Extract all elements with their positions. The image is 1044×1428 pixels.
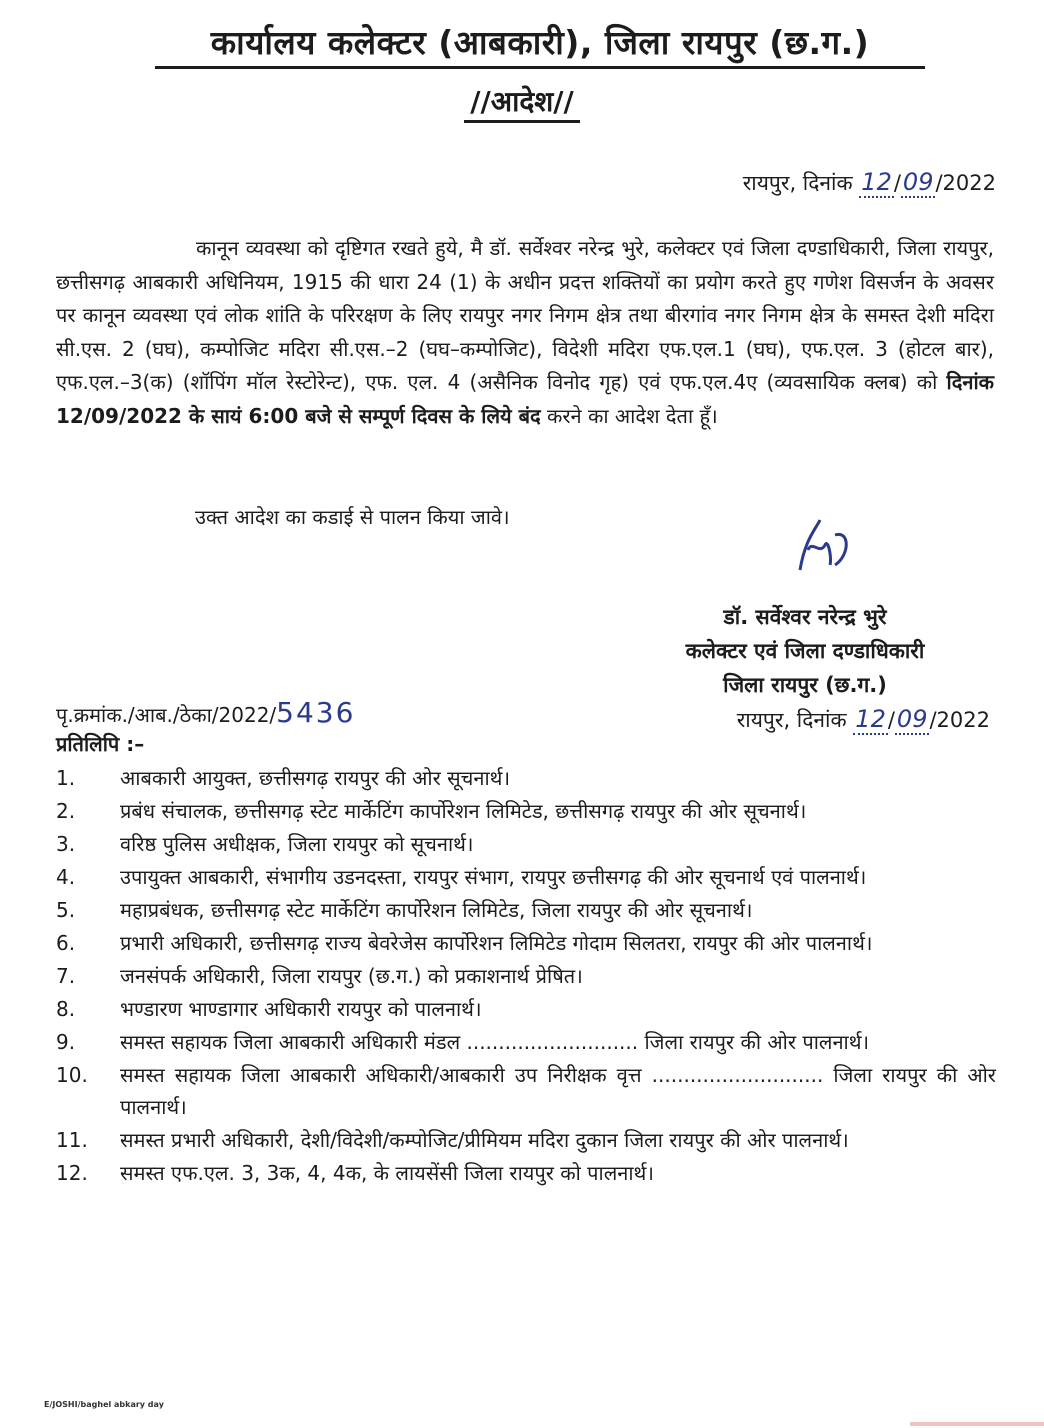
signatory-district: जिला रायपुर (छ.ग.) <box>723 673 887 697</box>
signature-icon <box>780 510 860 590</box>
list-item: 4. उपायुक्त आबकारी, संभागीय उडनदस्ता, रायपुर संभाग, रायपुर छत्तीसगढ़ की ओर सूचनार्थ एवं पालनार्थ। <box>56 865 867 889</box>
signatory-designation: कलेक्टर एवं जिला दण्डाधिकारी <box>685 639 925 663</box>
corner-mark <box>910 1422 1044 1426</box>
list-item: 1. आबकारी आयुक्त, छत्तीसगढ़ रायपुर की ओर सूचनार्थ। <box>56 766 511 790</box>
compliance-line: उक्त आदेश का कडाई से पालन किया जावे। <box>195 505 510 529</box>
closure-directive: दिनांक 12/09/2022 के सायं 6:00 बजे से सम्पूर्ण दिवस के लिये बंद <box>56 370 994 428</box>
file-path-note: E/JOSHI/baghel abkary day <box>44 1400 164 1409</box>
list-item: 10. समस्त सहायक जिला आबकारी अधिकारी/आबकारी उप निरीक्षक वृत्त ........................... जिला रायपुर की ओर पालनार्थ। <box>56 1063 996 1119</box>
order-heading: //आदेश// <box>0 82 1044 120</box>
order-date: रायपुर, दिनांक 12/09/2022 <box>742 168 996 196</box>
list-item: 2. प्रबंध संचालक, छत्तीसगढ़ स्टेट मार्केटिंग कार्पोरेशन लिमिटेड, छत्तीसगढ़ रायपुर की ओर सूचनार्थ। <box>56 799 807 823</box>
copy-to-label: प्रतिलिपि :– <box>56 732 145 756</box>
signature-block <box>620 600 990 737</box>
handwritten-day: 12 <box>861 168 892 196</box>
list-item: 3. वरिष्ठ पुलिस अधीक्षक, जिला रायपुर को सूचनार्थ। <box>56 832 474 856</box>
office-title: कार्यालय कलेक्टर (आबकारी), जिला रायपुर (छ.ग.) <box>155 22 925 69</box>
handwritten-month: 09 <box>902 168 934 196</box>
signatory-name: डॉ. सर्वेश्वर नरेन्द्र भुरे <box>723 605 887 629</box>
copy-to-list <box>56 762 996 1190</box>
list-item: 8. भण्डारण भाण्डागार अधिकारी रायपुर को पालनार्थ। <box>56 997 482 1021</box>
signature-date: रायपुर, दिनांक 12/09/2022 <box>736 705 990 733</box>
list-item: 11. समस्त प्रभारी अधिकारी, देशी/विदेशी/कम्पोजिट/प्रीमियम मदिरा दुकान जिला रायपुर की ओर पालनार्थ। <box>56 1128 849 1152</box>
list-item: 6. प्रभारी अधिकारी, छत्तीसगढ़ राज्य बेवरेजेस कार्पोरेशन लिमिटेड गोदाम सिलतरा, रायपुर की ओर पालनार्थ। <box>56 931 873 955</box>
order-paragraph: कानून व्यवस्था को दृष्टिगत रखते हुये, मै डॉ. सर्वेश्वर नरेन्द्र भुरे, कलेक्टर एवं जिला दण्डाधिकारी, जिला रायपुर, छत्तीसगढ़ आबकारी अधिनियम, 1915 की धारा 24 (1) के अधीन प्रदत्त शक्तियों का प्रयोग करते हुए गणेश विसर्जन के अवसर पर कानून व्यवस्था एवं लोक शांति के परिरक्षण के लिए रायपुर नगर निगम क्षेत्र तथा बीरगांव नगर निगम क्षेत्र के समस्त देशी मदिरा सी.एस. 2 (घघ), कम्पोजिट मदिरा सी.एस.–2 (घघ–कम्पोजिट), विदेशी मदिरा एफ.एल.1 (घघ), एफ.एल. 3 (होटल बार), एफ.एल.–3(क) (शॉपिंग मॉल रेस्टोरेन्ट), एफ. एल. 4 (असैनिक विनोद गृह) एवं एफ.एल.4ए (व्यवसायिक क्लब) को दिनांक 12/09/2022 के सायं 6:00 बजे से सम्पूर्ण दिवस के लिये बंद करने का आदेश देता हूँ। <box>56 236 994 428</box>
list-item: 12. समस्त एफ.एल. 3, 3क, 4, 4क, के लायसेंसी जिला रायपुर को पालनार्थ। <box>56 1161 654 1185</box>
list-item: 9. समस्त सहायक जिला आबकारी अधिकारी मंडल ........................... जिला रायपुर की ओर पालनार्थ। <box>56 1030 870 1054</box>
reference-number: पृ.क्रमांक./आब./ठेका/2022/5436 <box>56 696 356 729</box>
list-item: 7. जनसंपर्क अधिकारी, जिला रायपुर (छ.ग.) को प्रकाशनार्थ प्रेषित। <box>56 964 583 988</box>
handwritten-ref-number: 5436 <box>276 696 356 729</box>
list-item: 5. महाप्रबंधक, छत्तीसगढ़ स्टेट मार्केटिंग कार्पोरेशन लिमिटेड, जिला रायपुर की ओर सूचनार्थ। <box>56 898 753 922</box>
